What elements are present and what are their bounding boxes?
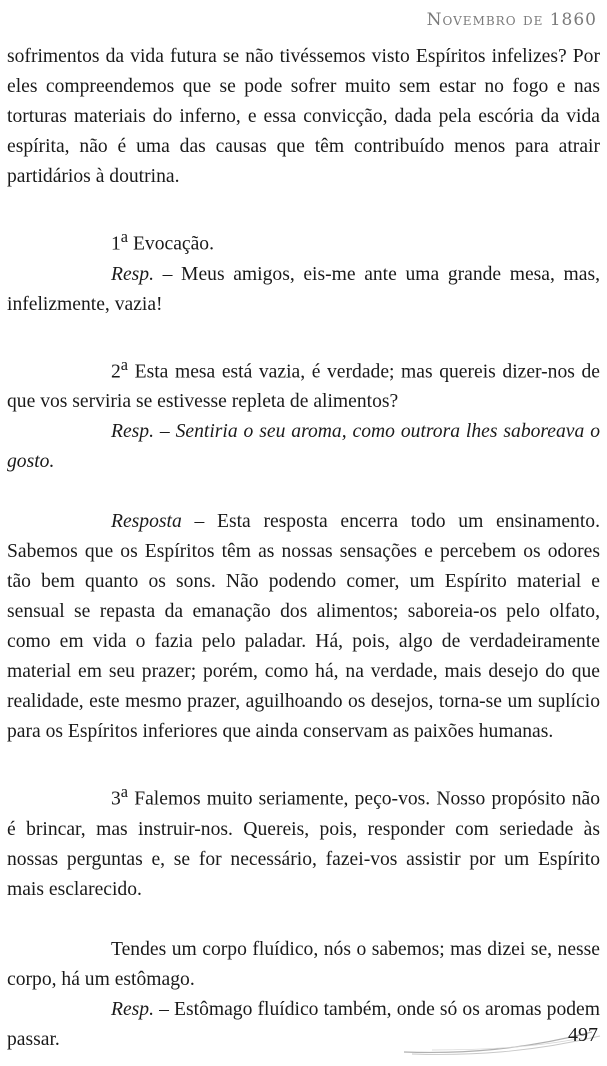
question-1: 1$^a$ Evocação. [111,227,214,255]
response-1: Resp. – Meus amigos, eis-me ante uma grande mesa, mas, infelizmente, vazia! [7,263,600,315]
question-3: 3$^a$ Falemos muito seriamente, peço-vos. Nosso propósito não é brincar, mas instruir-nos. Quereis, pois, responder com seriedade às nossas perguntas e, se for necessário, fazei-vos assistir por um Espírito mais esclarecido. [7,782,600,900]
page-number: 497 [568,1024,598,1046]
response-2: Resp. – Sentiria o seu aroma, como outrora lhes saboreava o gosto. [7,421,600,473]
page-body [7,42,600,1055]
response-3: Resp. – Estômago fluídico também, onde só os aromas podem passar. [7,998,600,1050]
running-header: Novembro de 1860 [426,10,597,30]
commentary: Resposta – Esta resposta encerra todo um ensinamento. Sabemos que os Espíritos têm as nossas sensações e percebem os odores tão bem quanto os sons. Não podendo comer, um Espírito material e sensual se repasta da emanação dos alimentos; saboreia-os pelo olfato, como em vida o fazia pelo paladar. Há, pois, algo de verdadeiramente material em seu prazer; porém, como há, na verdade, mais desejo do que realidade, este mesmo prazer, aguilhoando os desejos, torna-se um suplício para os Espíritos inferiores que ainda conservam as paixões humanas. [7,511,600,743]
question-2: 2$^a$ Esta mesa está vazia, é verdade; mas quereis dizer-nos de que vos serviria se estivesse repleta de alimentos? [7,354,600,413]
paragraph-intro: sofrimentos da vida futura se não tivéssemos visto Espíritos infelizes? Por eles compreendemos que se pode sofrer muito sem estar no fogo e nas torturas materiais do inferno, e essa convicção, dada pela escória da vida espírita, não é uma das causas que têm contribuído menos para atrair partidários à doutrina. [7,46,600,187]
paragraph-stomach: Tendes um corpo fluídico, nós o sabemos; mas dizei se, nesse corpo, há um estômago. [7,938,600,990]
